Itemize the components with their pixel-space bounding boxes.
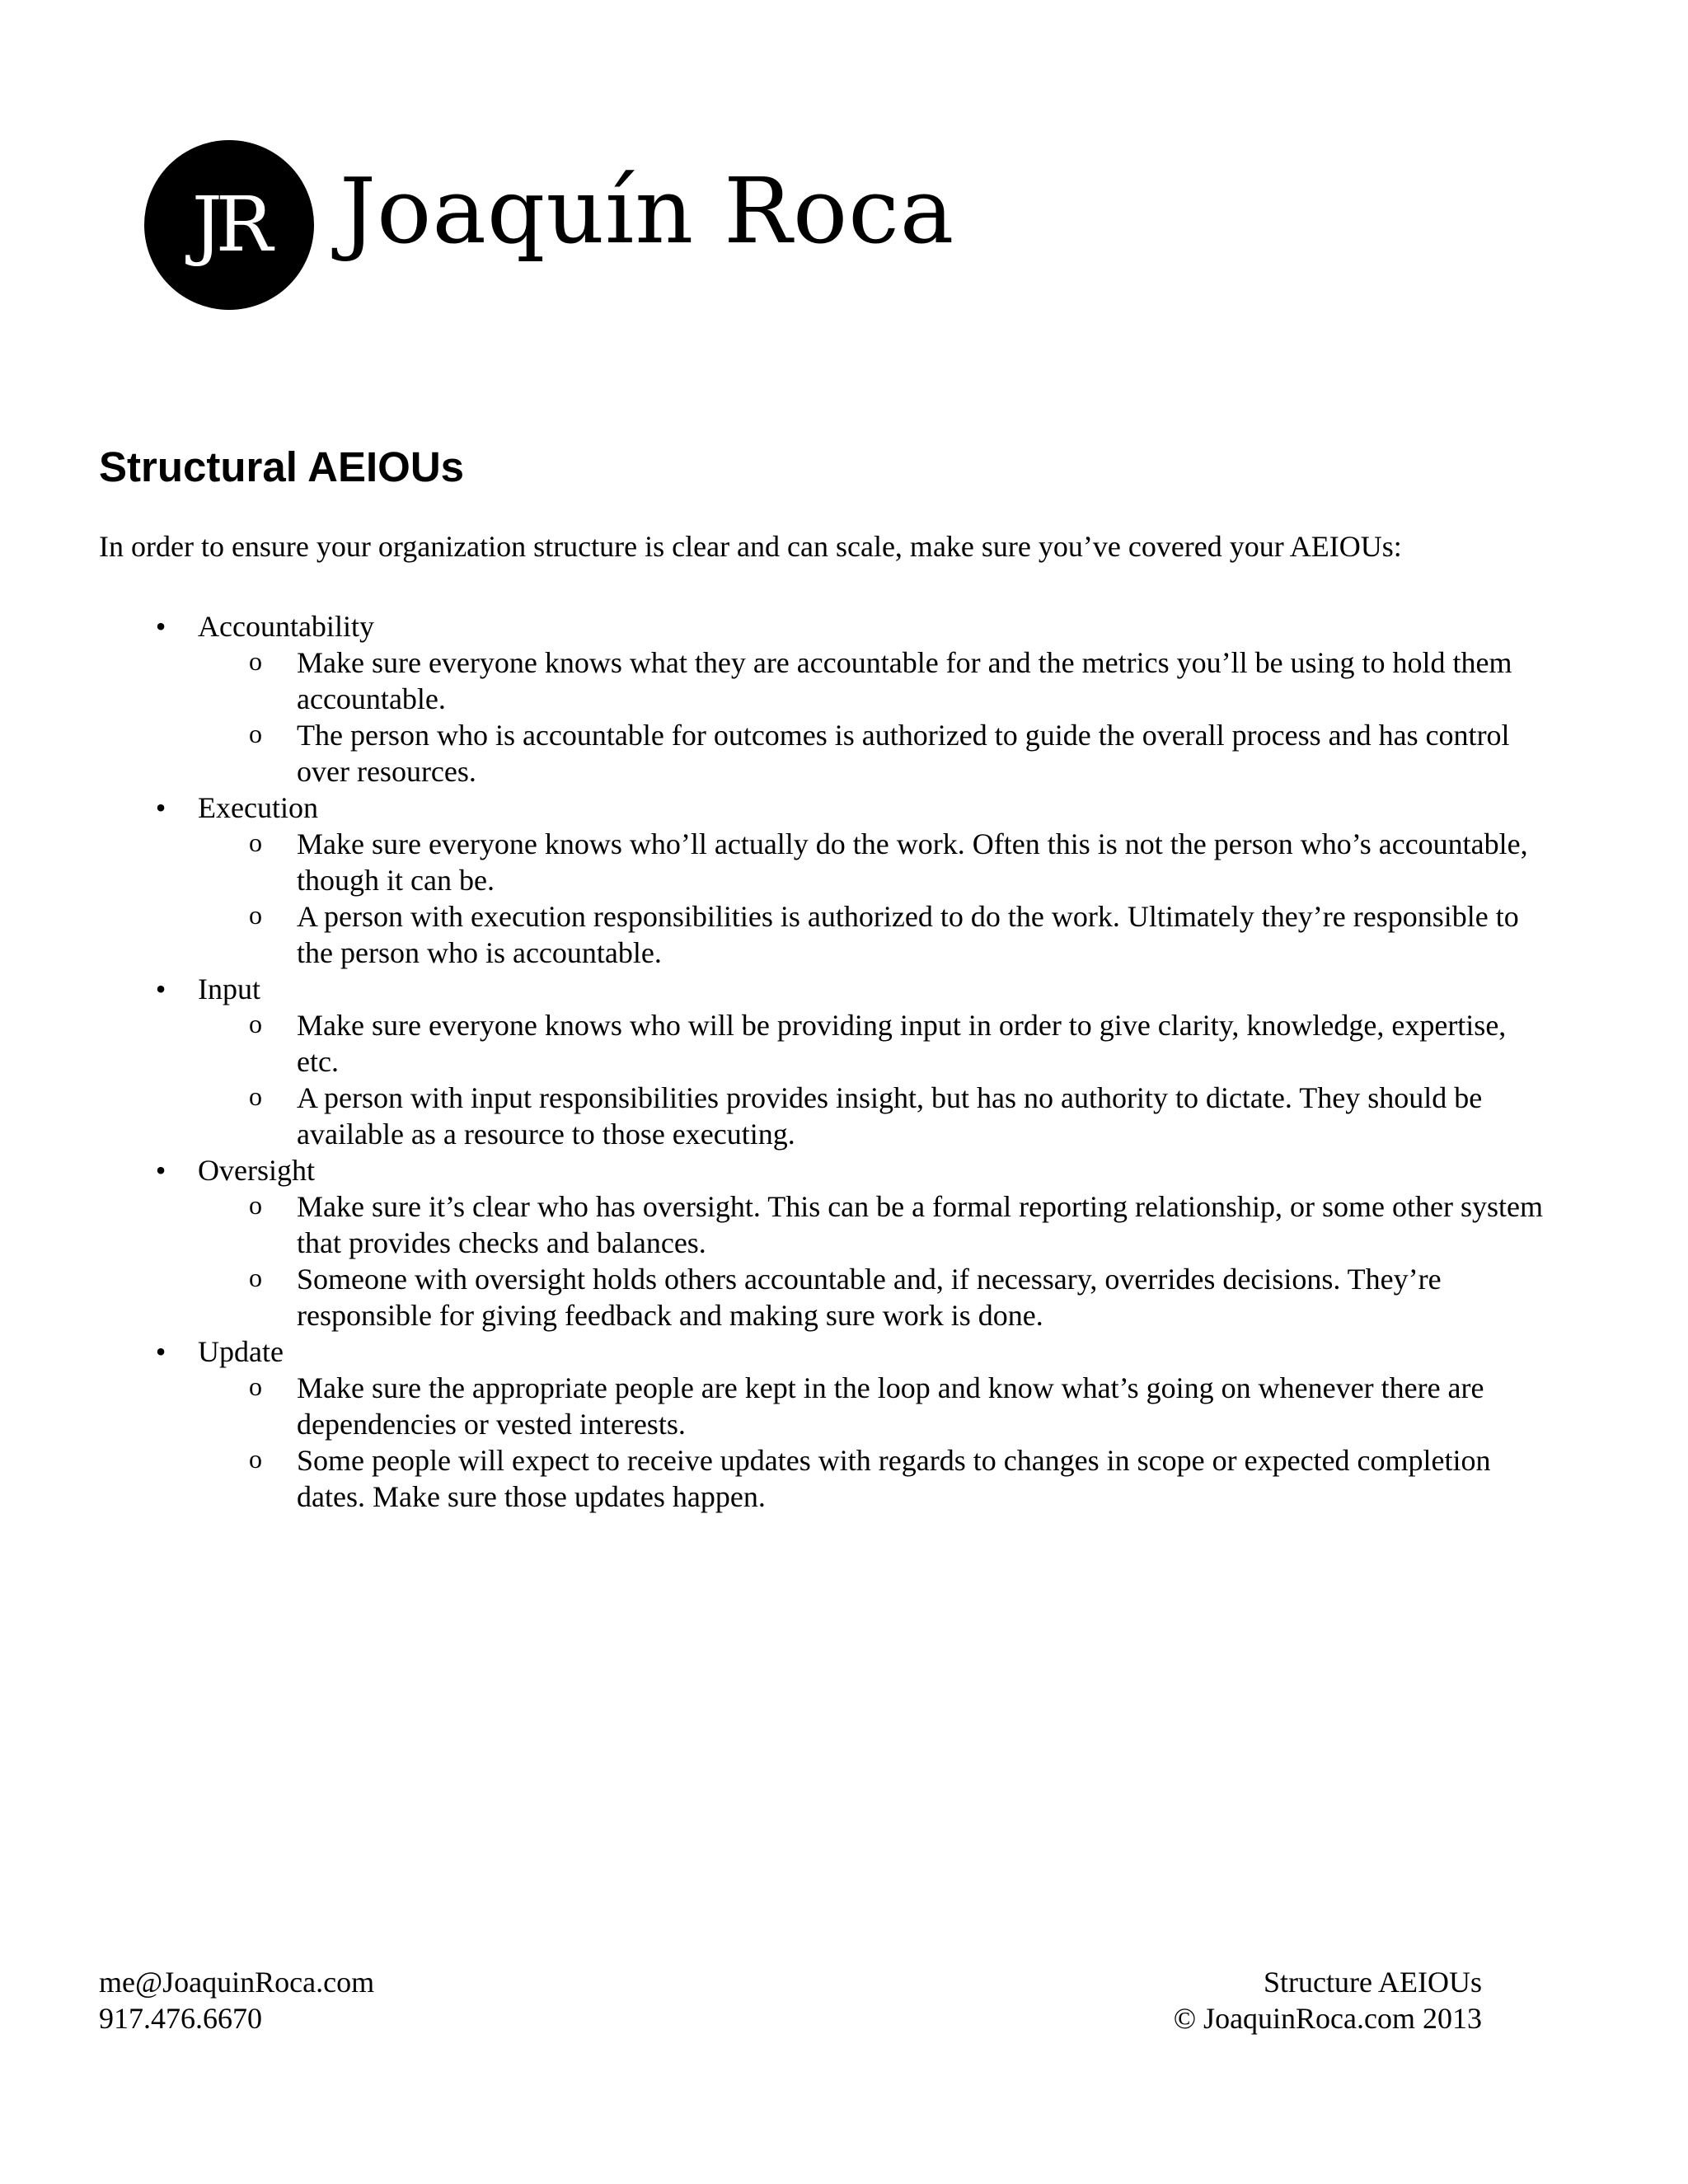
footer-meta: [1174, 1964, 1482, 2036]
logo-monogram: JR: [144, 140, 314, 310]
bullet-icon: •: [155, 1335, 166, 1368]
logo-name: Joaquín Roca: [340, 158, 955, 264]
sub-list-item: [198, 1080, 1550, 1152]
sub-list-item: [198, 1188, 1550, 1261]
bullet-icon: •: [155, 972, 166, 1005]
sub-list: [198, 1370, 1550, 1515]
sub-list-item: [198, 644, 1550, 717]
sub-list-item: [198, 1370, 1550, 1442]
sub-item-text: The person who is accountable for outcomes is authorized to guide the overall process and has control over resources.: [297, 719, 1510, 788]
sub-list-item: [198, 717, 1550, 790]
circle-bullet-icon: o: [249, 1371, 262, 1401]
sub-list-item: [198, 1442, 1550, 1515]
list-item-accountability: [99, 608, 1550, 790]
footer-contact: [99, 1964, 374, 2036]
circle-bullet-icon: o: [249, 1263, 262, 1292]
sub-item-text: A person with execution responsibilities is authorized to do the work. Ultimately they’re responsible to the person who is accountable.: [297, 900, 1519, 969]
footer-phone: 917.476.6670: [99, 2002, 262, 2035]
page-title: Structural AEIOUs: [99, 443, 465, 490]
intro-paragraph: In order to ensure your organization structure is clear and can scale, make sure you’ve covered your AEIOUs:: [99, 530, 1402, 563]
sub-list: [198, 644, 1550, 790]
list-item-execution: [99, 790, 1550, 971]
footer-email: me@JoaquinRoca.com: [99, 1966, 375, 1999]
section-label: Input: [198, 972, 260, 1005]
sub-item-text: Make sure everyone knows who will be providing input in order to give clarity, knowledge, expertise, etc.: [297, 1009, 1507, 1078]
circle-bullet-icon: o: [249, 827, 262, 857]
sub-item-text: A person with input responsibilities provides insight, but has no authority to dictate. They should be available as a resource to those executing.: [297, 1081, 1483, 1151]
sub-list: [198, 1188, 1550, 1333]
footer-doc-name: Structure AEIOUs: [1264, 1966, 1482, 1999]
sub-list-item: [198, 1261, 1550, 1333]
aeiou-list: [99, 608, 1550, 1515]
sub-item-text: Make sure it’s clear who has oversight. This can be a formal reporting relationship, or some other system that provides checks and balances.: [297, 1190, 1543, 1259]
circle-bullet-icon: o: [249, 1444, 262, 1474]
circle-bullet-icon: o: [249, 900, 262, 930]
sub-item-text: Make sure everyone knows what they are accountable for and the metrics you’ll be using to hold them accountable.: [297, 646, 1512, 715]
sub-list-item: [198, 898, 1550, 971]
sub-item-text: Some people will expect to receive updates with regards to changes in scope or expected completion dates. Make sure those updates happen.: [297, 1444, 1491, 1513]
sub-list: [198, 1007, 1550, 1152]
section-label: Execution: [198, 791, 318, 824]
sub-list-item: [198, 826, 1550, 898]
sub-item-text: Make sure everyone knows who’ll actually do the work. Often this is not the person who’s accountable, though it can be.: [297, 827, 1528, 897]
circle-bullet-icon: o: [249, 1009, 262, 1038]
sub-item-text: Someone with oversight holds others accountable and, if necessary, overrides decisions. They’re responsible for giving feedback and making sure work is done.: [297, 1263, 1442, 1332]
bullet-icon: •: [155, 791, 166, 824]
circle-bullet-icon: o: [249, 1190, 262, 1220]
section-label: Oversight: [198, 1154, 315, 1187]
bullet-icon: •: [155, 1154, 166, 1187]
circle-bullet-icon: o: [249, 646, 262, 676]
sub-list-item: [198, 1007, 1550, 1080]
list-item-update: [99, 1333, 1550, 1515]
footer-copyright: © JoaquinRoca.com 2013: [1173, 2002, 1482, 2035]
circle-bullet-icon: o: [249, 1081, 262, 1111]
sub-list: [198, 826, 1550, 971]
section-label: Update: [198, 1335, 284, 1368]
list-item-oversight: [99, 1152, 1550, 1333]
section-label: Accountability: [198, 610, 374, 643]
sub-item-text: Make sure the appropriate people are kept in the loop and know what’s going on whenever there are dependencies or vested interests.: [297, 1371, 1484, 1441]
list-item-input: [99, 971, 1550, 1152]
bullet-icon: •: [155, 610, 166, 643]
circle-bullet-icon: o: [249, 719, 262, 748]
